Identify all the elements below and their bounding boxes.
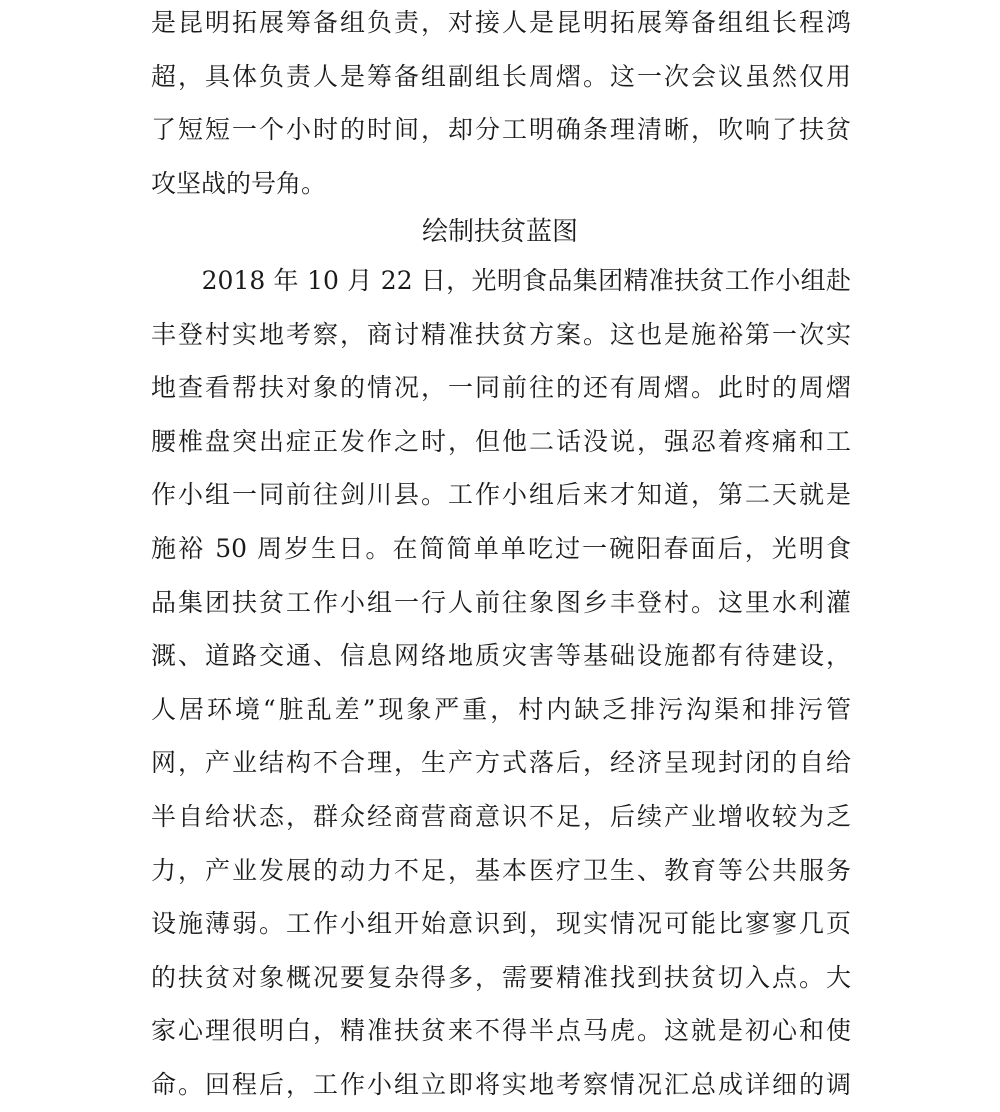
- paragraph-line: 施裕 50 周岁生日。在简简单单吃过一碗阳春面后，光明食: [151, 533, 851, 563]
- section-heading: 绘制扶贫蓝图: [421, 217, 578, 247]
- paragraph-line: 溉、道路交通、信息网络地质灾害等基础设施都有待建设，: [151, 641, 851, 671]
- paragraph-line: 家心理很明白，精准扶贫来不得半点马虎。这就是初心和使: [151, 1016, 851, 1046]
- paragraph-line: 攻坚战的号角。: [151, 168, 327, 198]
- paragraph-line: 是昆明拓展筹备组负责，对接人是昆明拓展筹备组组长程鸿: [151, 8, 851, 37]
- paragraph-line: 了短短一个小时的时间，却分工明确条理清晰，吹响了扶贫: [151, 115, 851, 145]
- paragraph-line: 设施薄弱。工作小组开始意识到，现实情况可能比寥寥几页: [151, 909, 851, 939]
- paragraph-line: 腰椎盘突出症正发作之时，但他二话没说，强忍着疼痛和工: [151, 426, 851, 456]
- paragraph-line: 网，产业结构不合理，生产方式落后，经济呈现封闭的自给: [151, 748, 851, 778]
- paragraph-line: 人居环境“脏乱差”现象严重，村内缺乏排污沟渠和排污管: [151, 694, 851, 724]
- paragraph-line: 作小组一同前往剑川县。工作小组后来才知道，第二天就是: [151, 480, 851, 510]
- paragraph-line: 命。回程后，工作小组立即将实地考察情况汇总成详细的调: [151, 1069, 851, 1099]
- paragraph-line: 的扶贫对象概况要复杂得多，需要精准找到扶贫切入点。大: [151, 962, 851, 992]
- paragraph-line: 丰登村实地考察，商讨精准扶贫方案。这也是施裕第一次实: [151, 319, 851, 349]
- body-paragraph: [151, 254, 851, 1112]
- paragraph-line: 2018 年 10 月 22 日，光明食品集团精准扶贫工作小组赴: [151, 266, 851, 295]
- paragraph-line: 力，产业发展的动力不足，基本医疗卫生、教育等公共服务: [151, 855, 851, 885]
- paragraph-line: 地查看帮扶对象的情况，一同前往的还有周熠。此时的周熠: [151, 373, 851, 403]
- paragraph-line: 超，具体负责人是筹备组副组长周熠。这一次会议虽然仅用: [151, 61, 851, 91]
- paragraph-line: 品集团扶贫工作小组一行人前往象图乡丰登村。这里水利灌: [151, 587, 851, 617]
- top-paragraph: [151, 0, 851, 210]
- paragraph-line: 半自给状态，群众经商营商意识不足，后续产业增收较为乏: [151, 801, 851, 831]
